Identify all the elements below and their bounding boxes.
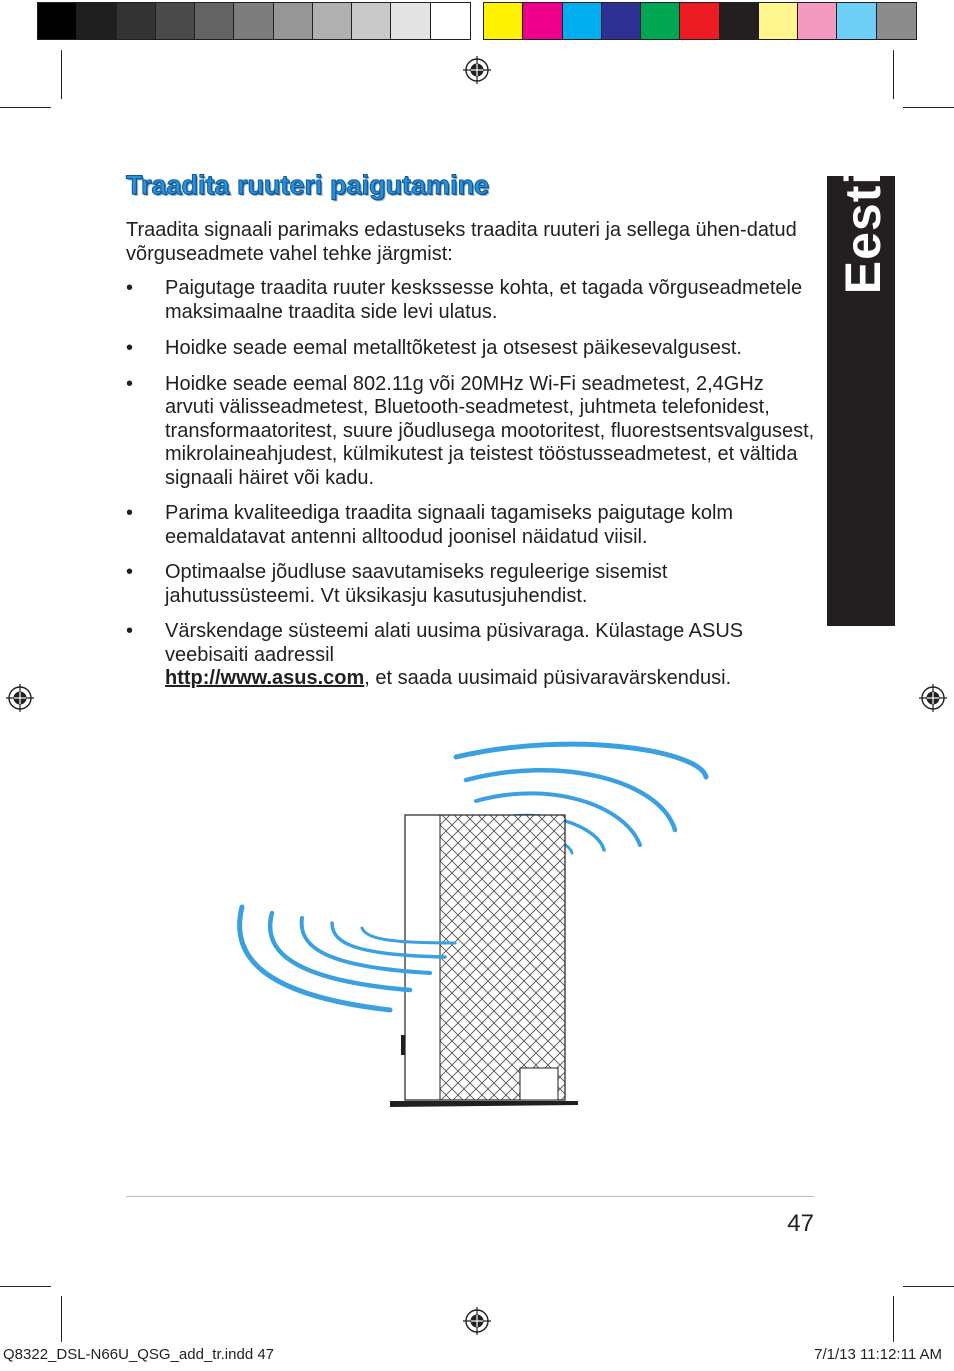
bullet-text: Paigutage traadita ruuter keskssesse kohta, et tagada võrguseadmetele maksimaalne traadita side levi ulatus. — [165, 277, 803, 323]
crop-mark — [893, 50, 894, 99]
crop-mark — [61, 1296, 62, 1342]
crop-mark — [0, 1286, 51, 1287]
bullet-marker: • — [126, 337, 134, 359]
grayscale-color-bar — [37, 2, 471, 40]
color-swatch — [837, 3, 876, 39]
color-swatch — [680, 3, 719, 39]
bullet-marker: • — [126, 561, 134, 583]
crop-mark — [61, 50, 62, 99]
language-tab-label: Eesti — [835, 169, 891, 295]
color-swatch — [156, 3, 195, 39]
bullet-text-tail: , et saada uusimaid püsivaravärskendusi. — [364, 667, 732, 689]
process-color-bar — [483, 2, 917, 40]
registration-mark-icon — [463, 56, 491, 84]
crop-mark — [903, 107, 954, 108]
color-swatch — [602, 3, 641, 39]
color-swatch — [877, 3, 916, 39]
slug-filename: Q8322_DSL-N66U_QSG_add_tr.indd 47 — [3, 1346, 275, 1363]
footer-divider — [126, 1196, 814, 1197]
section-title: Traadita ruuteri paigutamine — [126, 170, 490, 200]
registration-mark-icon — [6, 684, 34, 712]
bullet-marker: • — [126, 620, 134, 642]
crop-mark — [903, 1286, 954, 1287]
page-number: 47 — [787, 1210, 814, 1237]
list-item — [126, 373, 816, 491]
color-swatch — [352, 3, 391, 39]
bullet-marker: • — [126, 277, 134, 299]
color-swatch — [563, 3, 602, 39]
color-swatch — [641, 3, 680, 39]
color-swatch — [274, 3, 313, 39]
list-item — [126, 277, 816, 324]
registration-mark-icon — [463, 1307, 491, 1335]
crop-mark — [0, 107, 51, 108]
list-item — [126, 620, 816, 691]
list-item — [126, 502, 816, 549]
bullet-list — [126, 277, 816, 691]
bullet-marker: • — [126, 502, 134, 524]
color-swatch — [195, 3, 234, 39]
bullet-marker: • — [126, 372, 134, 395]
color-swatch — [313, 3, 352, 39]
color-swatch — [523, 3, 562, 39]
bullet-text: Värskendage süsteemi alati uusima püsivaraga. Külastage ASUS veebisaiti aadressil — [165, 620, 744, 666]
color-swatch — [759, 3, 798, 39]
registration-mark-icon — [919, 684, 947, 712]
color-swatch — [234, 3, 273, 39]
wireless-router-icon — [230, 735, 715, 1115]
color-swatch — [431, 3, 470, 39]
crop-mark — [893, 1296, 894, 1342]
color-swatch — [391, 3, 430, 39]
color-swatch — [720, 3, 759, 39]
color-swatch — [117, 3, 156, 39]
color-swatch — [484, 3, 523, 39]
list-item — [126, 337, 816, 361]
slug-timestamp: 7/1/13 11:12:11 AM — [814, 1346, 942, 1363]
list-item — [126, 561, 816, 608]
color-swatch — [77, 3, 116, 39]
color-swatch — [38, 3, 77, 39]
bullet-text: Hoidke seade eemal metalltõketest ja otsesest päikesevalgusest. — [165, 337, 742, 359]
color-swatch — [798, 3, 837, 39]
bullet-text: Hoidke seade eemal 802.11g või 20MHz Wi-Fi seadmetest, 2,4GHz arvuti välisseadmetest, Bluetooth-seadmetest, juhtmeta telefonidest, transformaatoritest, suure jõudlusega mootoritest, fluorestsentsvalgusest, mikrolaineahjudest, külmikutest ja teistest tööstusseadmetest, et vältida signaali häiret või kadu. — [165, 372, 815, 489]
intro-paragraph: Traadita signaali parimaks edastuseks traadita ruuteri ja sellega ühen-datud võrguseadmete vahel tehke järgmist: — [126, 219, 797, 265]
asus-website-link[interactable]: http://www.asus.com — [165, 667, 365, 689]
bullet-text: Optimaalse jõudluse saavutamiseks reguleerige sisemist jahutussüsteemi. Vt üksikasju kasutusjuhendist. — [165, 561, 668, 607]
bullet-text: Parima kvaliteediga traadita signaali tagamiseks paigutage kolm eemaldatavat antenni alltoodud joonisel näidatud viisil. — [165, 502, 734, 548]
